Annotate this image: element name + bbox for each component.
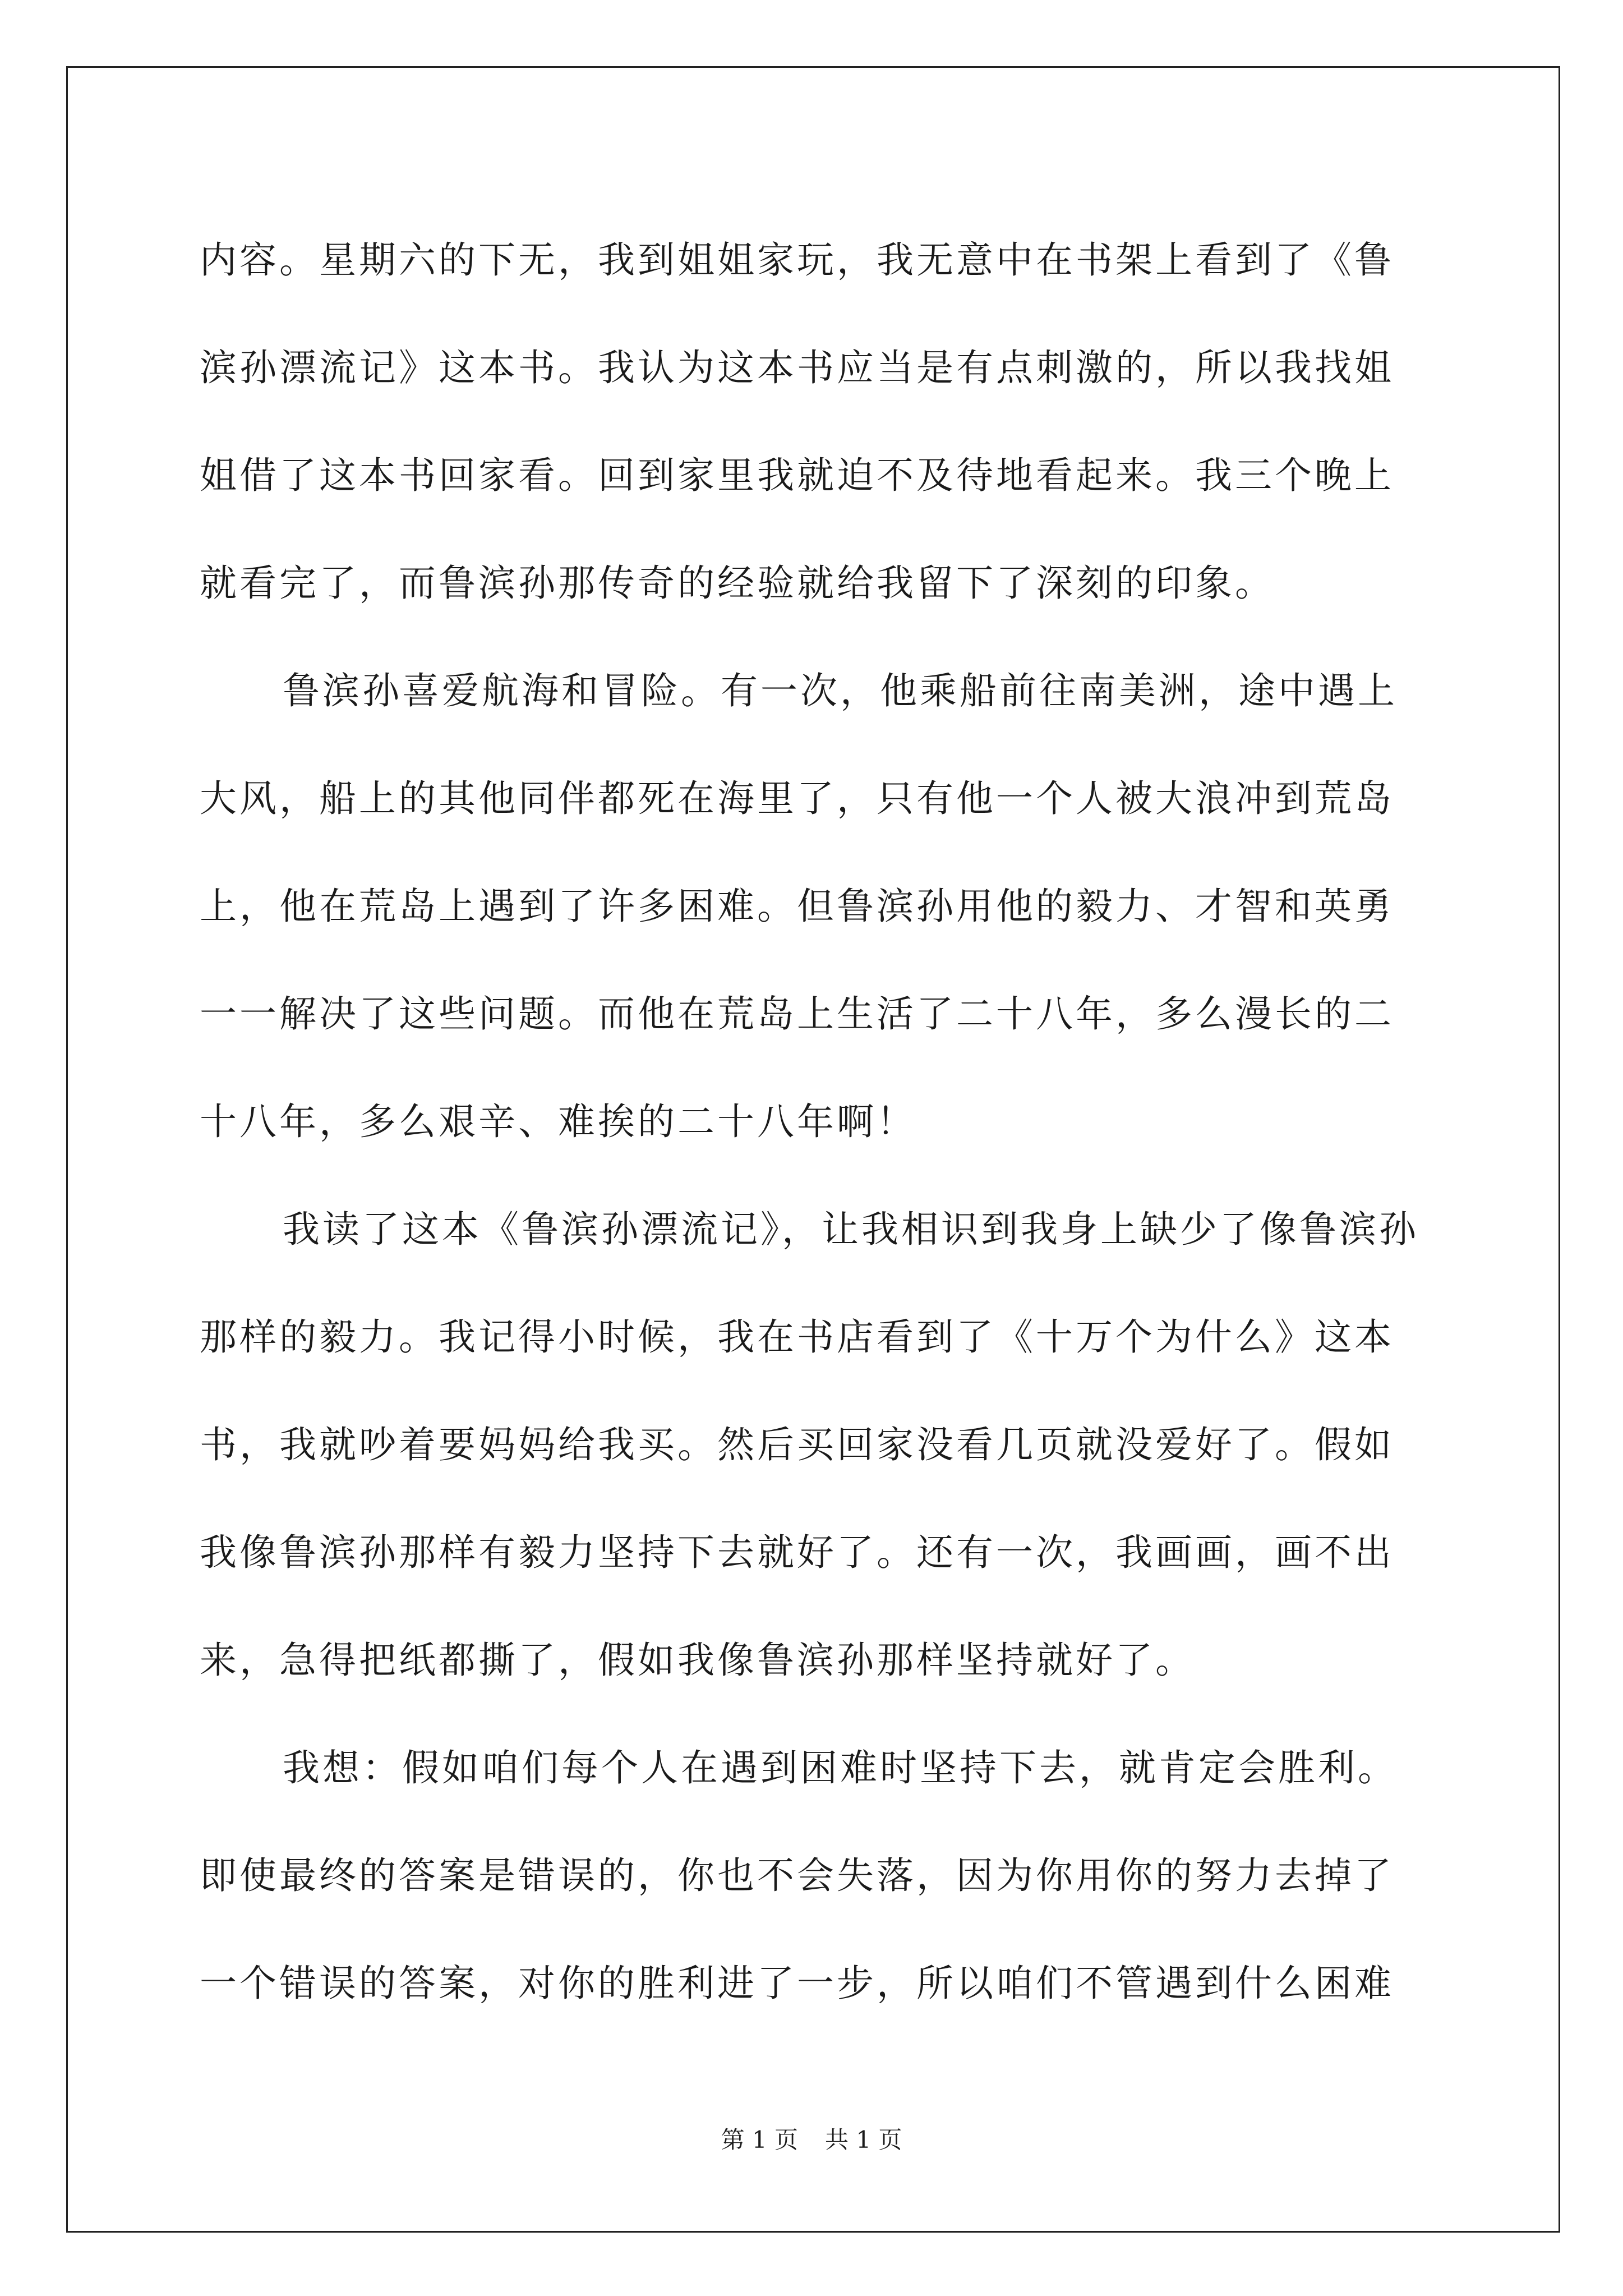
document-body [200,206,1441,2037]
text-line: 一一解决了这些问题。而他在荒岛上生活了二十八年，多么漫长的二 [200,992,1394,1036]
text-line: 滨孙漂流记》这本书。我认为这本书应当是有点刺激的，所以我找姐 [200,346,1394,389]
text-line: 上，他在荒岛上遇到了许多困难。但鲁滨孙用他的毅力、才智和英勇 [200,885,1394,928]
text-line: 姐借了这本书回家看。回到家里我就迫不及待地看起来。我三个晚上 [200,454,1394,497]
text-line: 来，急得把纸都撕了，假如我像鲁滨孙那样坚持就好了。 [200,1639,1195,1682]
text-line: 我想：假如咱们每个人在遇到困难时坚持下去，就肯定会胜利。 [283,1746,1398,1789]
text-line: 一个错误的答案，对你的胜利进了一步，所以咱们不管遇到什么困难 [200,1962,1394,2005]
text-line: 那样的毅力。我记得小时候，我在书店看到了《十万个为什么》这本 [200,1315,1394,1359]
text-line: 即使最终的答案是错误的，你也不会失落，因为你用你的努力去掉了 [200,1854,1394,1897]
page-number: 第 1 页 [721,2126,798,2154]
text-line: 书，我就吵着要妈妈给我买。然后买回家没看几页就没爱好了。假如 [200,1423,1394,1466]
text-line: 鲁滨孙喜爱航海和冒险。有一次，他乘船前往南美洲，途中遇上 [283,669,1398,712]
page-total: 共 1 页 [825,2126,902,2154]
text-line: 内容。星期六的下无，我到姐姐家玩，我无意中在书架上看到了《鲁 [200,238,1394,282]
text-line: 我读了这本《鲁滨孙漂流记》，让我相识到我身上缺少了像鲁滨孙 [283,1208,1419,1251]
text-line: 大风，船上的其他同伴都死在海里了，只有他一个人被大浪冲到荒岛 [200,777,1394,820]
text-line: 就看完了，而鲁滨孙那传奇的经验就给我留下了深刻的印象。 [200,562,1275,605]
text-line: 我像鲁滨孙那样有毅力坚持下去就好了。还有一次，我画画，画不出 [200,1531,1394,1574]
text-line: 十八年，多么艰辛、难挨的二十八年啊！ [200,1100,916,1143]
page-footer [0,2123,1623,2157]
